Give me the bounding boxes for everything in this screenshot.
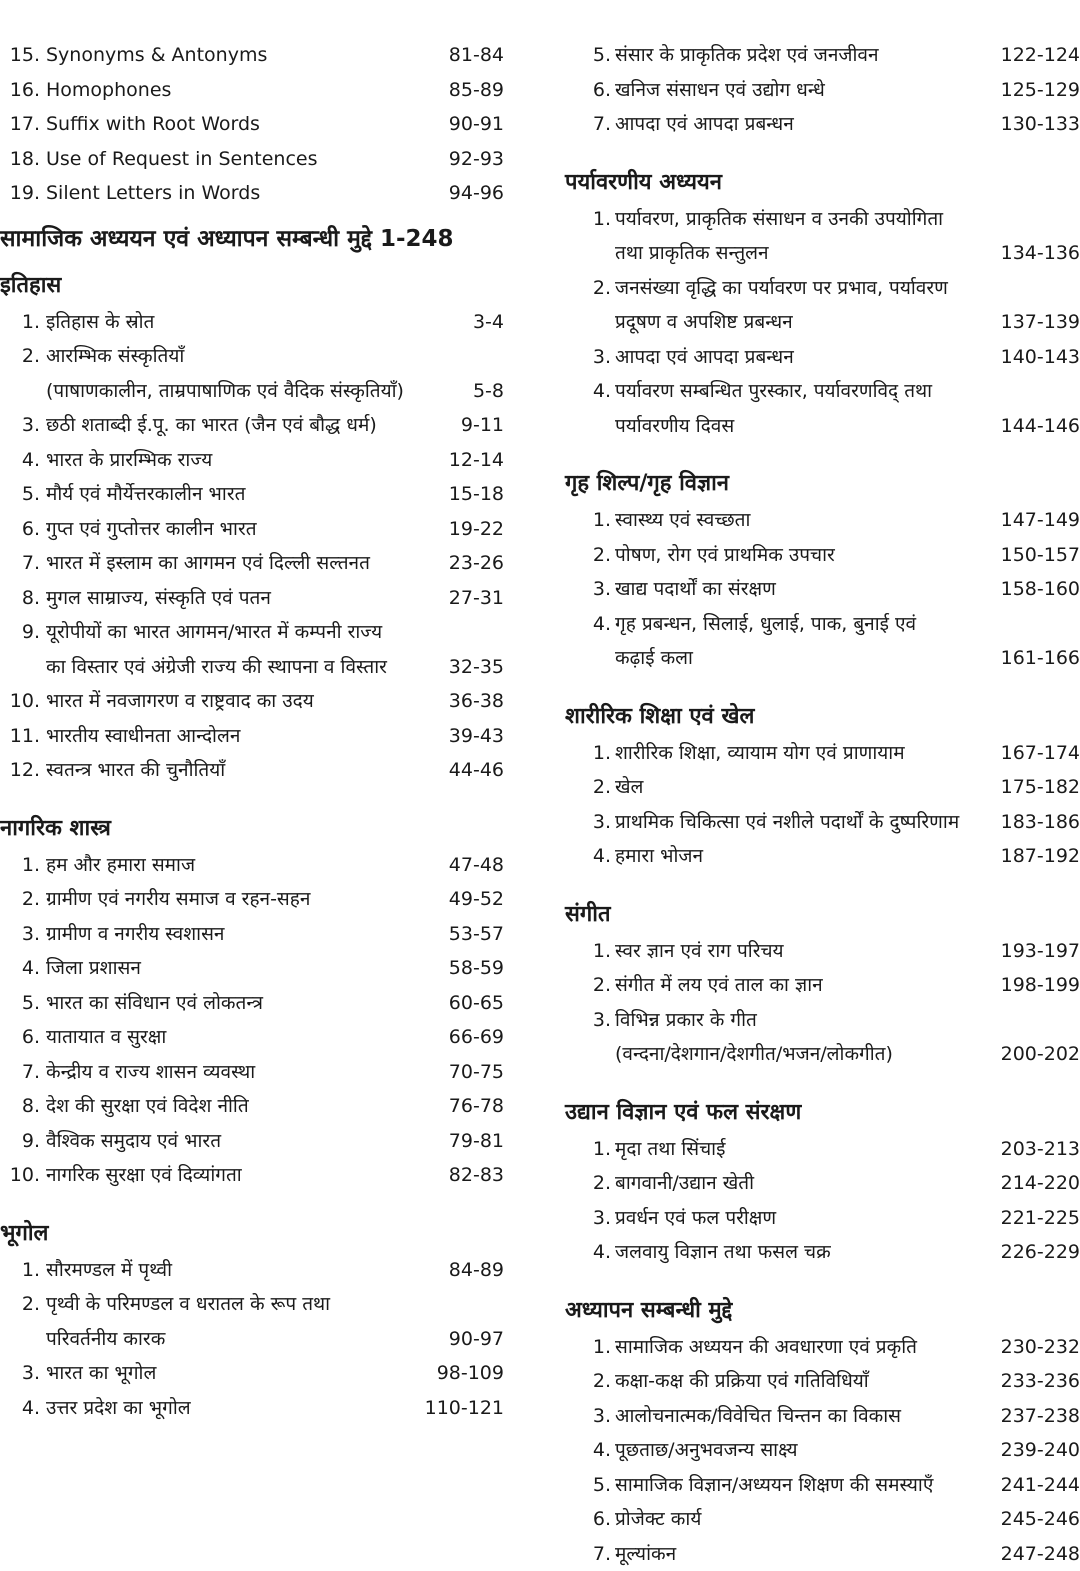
- toc-entry: [0, 684, 540, 719]
- entry-number: 15.: [0, 38, 40, 73]
- entry-page-range: 203-213: [985, 1132, 1080, 1167]
- entry-number: 7.: [0, 1055, 40, 1090]
- entry-title-line: कढ़ाई कला: [615, 641, 985, 676]
- entry-number: 1.: [577, 934, 611, 969]
- section-spacer: [0, 1193, 540, 1207]
- toc-entry: [0, 848, 540, 883]
- entry-number: 7.: [0, 546, 40, 581]
- entry-page-range: 175-182: [985, 770, 1080, 805]
- toc-entry: [565, 1502, 1080, 1537]
- entry-number: 3.: [577, 1003, 611, 1038]
- main-part-heading: सामाजिक अध्ययन एवं अध्यापन सम्बन्धी मुद्दे 1-248: [0, 219, 540, 259]
- entry-number: 4.: [577, 1433, 611, 1468]
- entry-title-line: आपदा एवं आपदा प्रबन्धन: [615, 107, 985, 142]
- entry-page-range: 167-174: [985, 736, 1080, 771]
- entry-title-line: प्रदूषण व अपशिष्ट प्रबन्धन: [615, 305, 985, 340]
- entry-title-line: Synonyms & Antonyms: [46, 38, 410, 73]
- entry-number: 2.: [0, 1287, 40, 1322]
- toc-entry: [0, 305, 540, 340]
- entry-number: 12.: [0, 753, 40, 788]
- entry-title-line: खनिज संसाधन एवं उद्योग धन्धे: [615, 73, 985, 108]
- section-heading: भूगोल: [0, 1215, 540, 1253]
- entry-title-line: Use of Request in Sentences: [46, 142, 410, 177]
- entry-page-range: 90-97: [409, 1322, 504, 1357]
- section-spacer: [565, 676, 1080, 690]
- entry-number: 3.: [0, 408, 40, 443]
- entry-page-range: 200-202: [985, 1037, 1080, 1072]
- toc-right-column: [565, 38, 1080, 1571]
- entry-title-line: कक्षा-कक्ष की प्रक्रिया एवं गतिविधियाँ: [615, 1364, 985, 1399]
- entry-title-line: हम और हमारा समाज: [46, 848, 410, 883]
- entry-number: 4.: [577, 1235, 611, 1270]
- entry-title-line: भारत का भूगोल: [46, 1356, 410, 1391]
- section-heading: गृह शिल्प/गृह विज्ञान: [565, 465, 1080, 503]
- entry-title-line: Suffix with Root Words: [46, 107, 410, 142]
- entry-title-line: सामाजिक अध्ययन की अवधारणा एवं प्रकृति: [615, 1330, 985, 1365]
- entry-page-range: 110-121: [409, 1391, 504, 1426]
- entry-title-line: स्वर ज्ञान एवं राग परिचय: [615, 934, 985, 969]
- entry-number: 1.: [577, 202, 611, 237]
- entry-page-range: 144-146: [985, 409, 1080, 444]
- entry-page-range: 5-8: [409, 374, 504, 409]
- toc-entry: [565, 73, 1080, 108]
- entry-number: 11.: [0, 719, 40, 754]
- entry-page-range: 245-246: [985, 1502, 1080, 1537]
- entry-number: 16.: [0, 73, 40, 108]
- toc-entry: [0, 512, 540, 547]
- entry-page-range: 94-96: [409, 176, 504, 211]
- entry-page-range: 60-65: [409, 986, 504, 1021]
- entry-title-line: शारीरिक शिक्षा, व्यायाम योग एवं प्राणायाम: [615, 736, 985, 771]
- section-spacer: [565, 142, 1080, 156]
- entry-number: 9.: [0, 615, 40, 650]
- entry-title-line: विभिन्न प्रकार के गीत: [615, 1003, 985, 1038]
- entry-number: 1.: [577, 736, 611, 771]
- entry-number: 6.: [0, 512, 40, 547]
- entry-title-line: इतिहास के स्रोत: [46, 305, 410, 340]
- toc-entry: [0, 1089, 540, 1124]
- toc-entry: [0, 1391, 540, 1426]
- entry-page-range: 247-248: [985, 1537, 1080, 1571]
- entry-page-range: 15-18: [409, 477, 504, 512]
- entry-title-line: मृदा तथा सिंचाई: [615, 1132, 985, 1167]
- entry-number: 1.: [577, 503, 611, 538]
- toc-entry: [0, 1124, 540, 1159]
- entry-number: 3.: [577, 1399, 611, 1434]
- entry-number: 3.: [577, 572, 611, 607]
- entry-title-line: संगीत में लय एवं ताल का ज्ञान: [615, 968, 985, 1003]
- entry-title-line: भारत में नवजागरण व राष्ट्रवाद का उदय: [46, 684, 410, 719]
- entry-number: 2.: [577, 770, 611, 805]
- toc-entry: [0, 1287, 540, 1356]
- entry-title-line: आपदा एवं आपदा प्रबन्धन: [615, 340, 985, 375]
- entry-number: 6.: [577, 1502, 611, 1537]
- entry-title-line: गुप्त एवं गुप्तोत्तर कालीन भारत: [46, 512, 410, 547]
- toc-entry: [565, 572, 1080, 607]
- entry-number: 3.: [577, 340, 611, 375]
- toc-entry: [0, 882, 540, 917]
- entry-title-line: स्वतन्त्र भारत की चुनौतियाँ: [46, 753, 410, 788]
- entry-page-range: 239-240: [985, 1433, 1080, 1468]
- entry-number: 3.: [0, 1356, 40, 1391]
- entry-title-line: पर्यावरण, प्राकृतिक संसाधन व उनकी उपयोगिता: [615, 202, 985, 237]
- entry-number: 5.: [577, 1468, 611, 1503]
- entry-title-line: यूरोपीयों का भारत आगमन/भारत में कम्पनी राज्य: [46, 615, 410, 650]
- entry-title-line: खाद्य पदार्थों का संरक्षण: [615, 572, 985, 607]
- toc-entry: [0, 986, 540, 1021]
- entry-number: 4.: [577, 839, 611, 874]
- entry-number: 6.: [577, 73, 611, 108]
- toc-entry: [565, 38, 1080, 73]
- entry-number: 1.: [0, 1253, 40, 1288]
- entry-number: 2.: [0, 339, 40, 374]
- entry-title-line: Homophones: [46, 73, 410, 108]
- toc-entry: [565, 1201, 1080, 1236]
- entry-title-line: मूल्यांकन: [615, 1537, 985, 1571]
- section-spacer: [565, 1072, 1080, 1086]
- section-heading: संगीत: [565, 896, 1080, 934]
- entry-number: 2.: [577, 968, 611, 1003]
- toc-entry: [565, 1132, 1080, 1167]
- entry-title-line: आलोचनात्मक/विवेचित चिन्तन का विकास: [615, 1399, 985, 1434]
- entry-title-line: स्वास्थ्य एवं स्वच्छता: [615, 503, 985, 538]
- entry-title-line: गृह प्रबन्धन, सिलाई, धुलाई, पाक, बुनाई एवं: [615, 607, 985, 642]
- toc-entry: [0, 38, 540, 73]
- entry-page-range: 125-129: [985, 73, 1080, 108]
- entry-page-range: 183-186: [985, 805, 1080, 840]
- section-heading: अध्यापन सम्बन्धी मुद्दे: [565, 1292, 1080, 1330]
- entry-number: 4.: [577, 374, 611, 409]
- entry-number: 1.: [0, 848, 40, 883]
- entry-title-line: संसार के प्राकृतिक प्रदेश एवं जनजीवन: [615, 38, 985, 73]
- entry-page-range: 134-136: [985, 236, 1080, 271]
- entry-page-range: 27-31: [409, 581, 504, 616]
- entry-number: 8.: [0, 1089, 40, 1124]
- entry-page-range: 233-236: [985, 1364, 1080, 1399]
- entry-number: 9.: [0, 1124, 40, 1159]
- entry-title-line: सौरमण्डल में पृथ्वी: [46, 1253, 410, 1288]
- entry-number: 10.: [0, 684, 40, 719]
- entry-page-range: 237-238: [985, 1399, 1080, 1434]
- toc-entry: [565, 607, 1080, 676]
- entry-title-line: तथा प्राकृतिक सन्तुलन: [615, 236, 985, 271]
- entry-page-range: 198-199: [985, 968, 1080, 1003]
- toc-entry: [565, 1003, 1080, 1072]
- toc-entry: [0, 408, 540, 443]
- toc-entry: [0, 917, 540, 952]
- entry-number: 5.: [0, 986, 40, 1021]
- entry-number: 4.: [0, 951, 40, 986]
- entry-page-range: 92-93: [409, 142, 504, 177]
- toc-entry: [0, 477, 540, 512]
- toc-entry: [565, 340, 1080, 375]
- entry-title-line: वैश्विक समुदाय एवं भारत: [46, 1124, 410, 1159]
- entry-number: 4.: [0, 443, 40, 478]
- toc-entry: [565, 839, 1080, 874]
- entry-title-line: भारत का संविधान एवं लोकतन्त्र: [46, 986, 410, 1021]
- entry-page-range: 158-160: [985, 572, 1080, 607]
- entry-number: 2.: [577, 538, 611, 573]
- entry-page-range: 130-133: [985, 107, 1080, 142]
- section-heading: उद्यान विज्ञान एवं फल संरक्षण: [565, 1094, 1080, 1132]
- section-spacer: [565, 443, 1080, 457]
- entry-title-line: भारतीय स्वाधीनता आन्दोलन: [46, 719, 410, 754]
- toc-entry: [565, 934, 1080, 969]
- entry-title-line: जनसंख्या वृद्धि का पर्यावरण पर प्रभाव, पर्यावरण: [615, 271, 985, 306]
- entry-title-line: बागवानी/उद्यान खेती: [615, 1166, 985, 1201]
- section-spacer: [565, 874, 1080, 888]
- entry-title-line: खेल: [615, 770, 985, 805]
- entry-title-line: Silent Letters in Words: [46, 176, 410, 211]
- entry-number: 8.: [0, 581, 40, 616]
- entry-page-range: 81-84: [409, 38, 504, 73]
- toc-entry: [0, 1253, 540, 1288]
- toc-entry: [565, 202, 1080, 271]
- entry-page-range: 3-4: [409, 305, 504, 340]
- entry-page-range: 12-14: [409, 443, 504, 478]
- entry-page-range: 44-46: [409, 753, 504, 788]
- entry-page-range: 47-48: [409, 848, 504, 883]
- entry-page-range: 23-26: [409, 546, 504, 581]
- toc-entry: [0, 1020, 540, 1055]
- entry-page-range: 36-38: [409, 684, 504, 719]
- toc-entry: [565, 1235, 1080, 1270]
- toc-entry: [565, 1364, 1080, 1399]
- toc-entry: [565, 736, 1080, 771]
- entry-page-range: 84-89: [409, 1253, 504, 1288]
- entry-page-range: 226-229: [985, 1235, 1080, 1270]
- entry-title-line: पोषण, रोग एवं प्राथमिक उपचार: [615, 538, 985, 573]
- toc-left-column: [0, 38, 540, 1425]
- entry-page-range: 137-139: [985, 305, 1080, 340]
- entry-page-range: 150-157: [985, 538, 1080, 573]
- entry-title-line: जलवायु विज्ञान तथा फसल चक्र: [615, 1235, 985, 1270]
- section-heading: पर्यावरणीय अध्ययन: [565, 164, 1080, 202]
- entry-page-range: 147-149: [985, 503, 1080, 538]
- entry-number: 3.: [577, 1201, 611, 1236]
- entry-title-line: जिला प्रशासन: [46, 951, 410, 986]
- toc-entry: [565, 1330, 1080, 1365]
- toc-entry: [565, 271, 1080, 340]
- entry-title-line: पर्यावरणीय दिवस: [615, 409, 985, 444]
- entry-title-line: सामाजिक विज्ञान/अध्ययन शिक्षण की समस्याएँ: [615, 1468, 985, 1503]
- entry-number: 19.: [0, 176, 40, 211]
- entry-page-range: 221-225: [985, 1201, 1080, 1236]
- entry-page-range: 66-69: [409, 1020, 504, 1055]
- entry-title-line: देश की सुरक्षा एवं विदेश नीति: [46, 1089, 410, 1124]
- entry-page-range: 98-109: [409, 1356, 504, 1391]
- toc-entry: [565, 1537, 1080, 1571]
- toc-entry: [0, 73, 540, 108]
- entry-number: 4.: [0, 1391, 40, 1426]
- toc-entry: [0, 1356, 540, 1391]
- entry-number: 5.: [577, 38, 611, 73]
- toc-entry: [565, 1399, 1080, 1434]
- entry-title-line: छठी शताब्दी ई.पू. का भारत (जैन एवं बौद्ध धर्म): [46, 408, 410, 443]
- entry-number: 7.: [577, 1537, 611, 1571]
- toc-entry: [0, 1158, 540, 1193]
- entry-page-range: 193-197: [985, 934, 1080, 969]
- entry-page-range: 53-57: [409, 917, 504, 952]
- section-spacer: [0, 788, 540, 802]
- entry-page-range: 214-220: [985, 1166, 1080, 1201]
- entry-number: 3.: [577, 805, 611, 840]
- entry-page-range: 39-43: [409, 719, 504, 754]
- toc-entry: [0, 339, 540, 408]
- toc-entry: [0, 142, 540, 177]
- toc-entry: [565, 805, 1080, 840]
- entry-number: 2.: [577, 1166, 611, 1201]
- entry-page-range: 161-166: [985, 641, 1080, 676]
- entry-number: 4.: [577, 607, 611, 642]
- entry-page-range: 76-78: [409, 1089, 504, 1124]
- entry-title-line: परिवर्तनीय कारक: [46, 1322, 410, 1357]
- toc-entry: [0, 176, 540, 211]
- entry-title-line: यातायात व सुरक्षा: [46, 1020, 410, 1055]
- entry-page-range: 32-35: [409, 650, 504, 685]
- entry-title-line: मौर्य एवं मौर्येत्तरकालीन भारत: [46, 477, 410, 512]
- entry-page-range: 85-89: [409, 73, 504, 108]
- entry-number: 2.: [577, 271, 611, 306]
- entry-number: 1.: [577, 1132, 611, 1167]
- toc-entry: [565, 770, 1080, 805]
- entry-number: 10.: [0, 1158, 40, 1193]
- toc-entry: [0, 719, 540, 754]
- entry-page-range: 82-83: [409, 1158, 504, 1193]
- entry-number: 3.: [0, 917, 40, 952]
- toc-entry: [565, 1468, 1080, 1503]
- entry-title-line: प्रवर्धन एवं फल परीक्षण: [615, 1201, 985, 1236]
- section-heading: शारीरिक शिक्षा एवं खेल: [565, 698, 1080, 736]
- toc-entry: [0, 107, 540, 142]
- entry-page-range: 79-81: [409, 1124, 504, 1159]
- entry-number: 18.: [0, 142, 40, 177]
- toc-entry: [0, 615, 540, 684]
- entry-title-line: पूछताछ/अनुभवजन्य साक्ष्य: [615, 1433, 985, 1468]
- entry-title-line: मुगल साम्राज्य, संस्कृति एवं पतन: [46, 581, 410, 616]
- entry-title-line: ग्रामीण व नगरीय स्वशासन: [46, 917, 410, 952]
- entry-title-line: पर्यावरण सम्बन्धित पुरस्कार, पर्यावरणविद् तथा: [615, 374, 985, 409]
- toc-entry: [565, 374, 1080, 443]
- entry-page-range: 70-75: [409, 1055, 504, 1090]
- entry-title-line: नागरिक सुरक्षा एवं दिव्यांगता: [46, 1158, 410, 1193]
- entry-title-line: (पाषाणकालीन, ताम्रपाषाणिक एवं वैदिक संस्कृतियाँ): [46, 374, 410, 409]
- toc-entry: [0, 1055, 540, 1090]
- section-heading: नागरिक शास्त्र: [0, 810, 540, 848]
- entry-page-range: 9-11: [409, 408, 504, 443]
- toc-entry: [0, 753, 540, 788]
- entry-title-line: का विस्तार एवं अंग्रेजी राज्य की स्थापना व विस्तार: [46, 650, 410, 685]
- entry-number: 1.: [0, 305, 40, 340]
- entry-title-line: प्रोजेक्ट कार्य: [615, 1502, 985, 1537]
- toc-entry: [0, 546, 540, 581]
- toc-entry: [565, 1433, 1080, 1468]
- toc-entry: [565, 968, 1080, 1003]
- toc-entry: [0, 951, 540, 986]
- toc-entry: [0, 443, 540, 478]
- entry-page-range: 187-192: [985, 839, 1080, 874]
- entry-number: 17.: [0, 107, 40, 142]
- entry-title-line: हमारा भोजन: [615, 839, 985, 874]
- entry-page-range: 140-143: [985, 340, 1080, 375]
- entry-number: 2.: [0, 882, 40, 917]
- entry-title-line: पृथ्वी के परिमण्डल व धरातल के रूप तथा: [46, 1287, 410, 1322]
- entry-page-range: 58-59: [409, 951, 504, 986]
- entry-page-range: 230-232: [985, 1330, 1080, 1365]
- entry-page-range: 241-244: [985, 1468, 1080, 1503]
- entry-number: 1.: [577, 1330, 611, 1365]
- entry-title-line: केन्द्रीय व राज्य शासन व्यवस्था: [46, 1055, 410, 1090]
- toc-entry: [565, 1166, 1080, 1201]
- section-heading: इतिहास: [0, 267, 540, 305]
- entry-number: 5.: [0, 477, 40, 512]
- entry-page-range: 90-91: [409, 107, 504, 142]
- entry-page-range: 19-22: [409, 512, 504, 547]
- entry-page-range: 49-52: [409, 882, 504, 917]
- entry-number: 6.: [0, 1020, 40, 1055]
- entry-title-line: (वन्दना/देशगान/देशगीत/भजन/लोकगीत): [615, 1037, 985, 1072]
- section-spacer: [565, 1270, 1080, 1284]
- entry-number: 2.: [577, 1364, 611, 1399]
- entry-title-line: भारत में इस्लाम का आगमन एवं दिल्ली सल्तनत: [46, 546, 410, 581]
- toc-entry: [565, 107, 1080, 142]
- entry-page-range: 122-124: [985, 38, 1080, 73]
- entry-title-line: ग्रामीण एवं नगरीय समाज व रहन-सहन: [46, 882, 410, 917]
- toc-entry: [565, 503, 1080, 538]
- entry-title-line: आरम्भिक संस्कृतियाँ: [46, 339, 410, 374]
- entry-title-line: भारत के प्रारम्भिक राज्य: [46, 443, 410, 478]
- entry-number: 7.: [577, 107, 611, 142]
- toc-entry: [0, 581, 540, 616]
- entry-title-line: उत्तर प्रदेश का भूगोल: [46, 1391, 410, 1426]
- toc-entry: [565, 538, 1080, 573]
- entry-title-line: प्राथमिक चिकित्सा एवं नशीले पदार्थों के दुष्परिणाम: [615, 805, 985, 840]
